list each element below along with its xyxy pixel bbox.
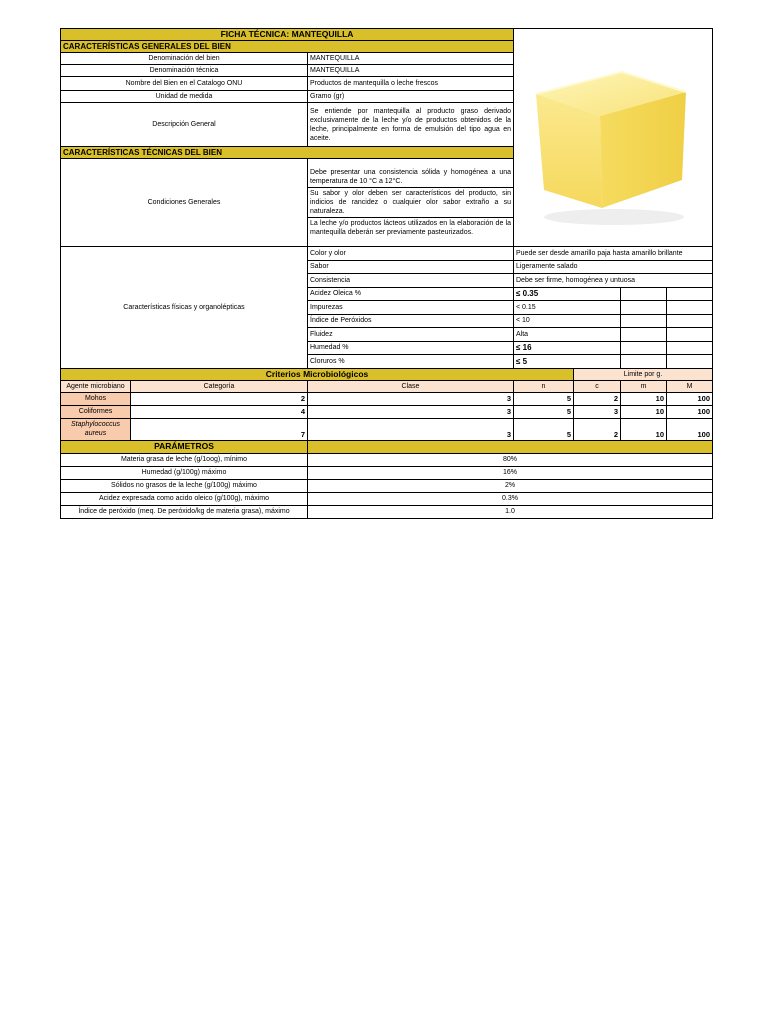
physical-property-value: ≤ 5 bbox=[514, 355, 621, 369]
physical-property-name: Color y olor bbox=[308, 247, 514, 261]
conditions-text bbox=[308, 159, 514, 247]
physical-property-value: < 10 bbox=[514, 314, 621, 328]
general-value-denominacion: MANTEQUILLA bbox=[308, 53, 514, 65]
physical-property-value: Alta bbox=[514, 328, 621, 342]
physical-property-value: Debe ser firme, homogénea y untuosa bbox=[514, 274, 713, 288]
empty-cell bbox=[667, 287, 713, 301]
physical-property-value: ≤ 16 bbox=[514, 341, 621, 355]
param-row bbox=[61, 479, 713, 492]
micro-agent-staphylococcus: Staphylococcus aureus bbox=[61, 418, 131, 440]
condition-paragraph: Debe presentar una consistencia sólida y homogénea a una temperatura de 10 °C a 12°C. bbox=[308, 167, 513, 188]
micro-header-n: n bbox=[514, 380, 574, 392]
physical-property-name: Consistencia bbox=[308, 274, 514, 288]
physical-table bbox=[60, 246, 713, 369]
micro-title: Criterios Microbiológicos bbox=[61, 368, 574, 380]
micro-cell: 2 bbox=[131, 392, 308, 405]
micro-cell: 100 bbox=[667, 405, 713, 418]
general-label-onu: Nombre del Bien en el Catalogo ONU bbox=[61, 77, 308, 91]
general-label-tecnica: Denominación técnica bbox=[61, 65, 308, 77]
sheet-title: FICHA TÉCNICA: MANTEQUILLA bbox=[61, 29, 514, 41]
micro-header-clase: Clase bbox=[308, 380, 514, 392]
technical-sheet bbox=[60, 28, 712, 519]
param-name: Acidez expresada como acido oleico (g/100g), máximo bbox=[61, 492, 308, 505]
micro-cell: 100 bbox=[667, 418, 713, 440]
param-value: 1.0 bbox=[308, 505, 713, 518]
param-name: Sólidos no grasos de la leche (g/100g) máximo bbox=[61, 479, 308, 492]
micro-header-agent: Agente microbiano bbox=[61, 380, 131, 392]
micro-cell: 5 bbox=[514, 418, 574, 440]
param-row bbox=[61, 453, 713, 466]
physical-property-value: Puede ser desde amarillo paja hasta amarillo brillante bbox=[514, 247, 713, 261]
general-value-onu: Productos de mantequilla o leche frescos bbox=[308, 77, 514, 91]
param-name: Humedad (g/100g) máximo bbox=[61, 466, 308, 479]
physical-property-name: Fluidez bbox=[308, 328, 514, 342]
physical-property-value: < 0.15 bbox=[514, 301, 621, 315]
section-general-header: CARACTERÍSTICAS GENERALES DEL BIEN bbox=[61, 41, 514, 53]
empty-cell bbox=[621, 301, 667, 315]
butter-block-image bbox=[514, 32, 710, 244]
micro-cell: 2 bbox=[574, 418, 621, 440]
physical-property-name: Humedad % bbox=[308, 341, 514, 355]
empty-cell bbox=[621, 314, 667, 328]
micro-table bbox=[60, 368, 713, 441]
micro-cell: 3 bbox=[308, 418, 514, 440]
param-row bbox=[61, 466, 713, 479]
params-title: PARÁMETROS bbox=[61, 440, 308, 453]
micro-agent-mohos: Mohos bbox=[61, 392, 131, 405]
general-value-tecnica: MANTEQUILLA bbox=[308, 65, 514, 77]
param-value: 80% bbox=[308, 453, 713, 466]
micro-agent-coliformes: Coliformes bbox=[61, 405, 131, 418]
empty-cell bbox=[667, 341, 713, 355]
micro-cell: 10 bbox=[621, 392, 667, 405]
micro-cell: 5 bbox=[514, 392, 574, 405]
general-label-descripcion: Descripción General bbox=[61, 103, 308, 147]
empty-cell bbox=[621, 328, 667, 342]
empty-cell bbox=[621, 341, 667, 355]
empty-cell bbox=[621, 287, 667, 301]
empty-cell bbox=[667, 355, 713, 369]
micro-cell: 100 bbox=[667, 392, 713, 405]
general-value-unidad: Gramo (gr) bbox=[308, 91, 514, 103]
micro-limit-label: Limite por g. bbox=[574, 368, 713, 380]
empty-cell bbox=[621, 355, 667, 369]
param-name: Índice de peróxido (meq. De peróxido/kg de materia grasa), máximo bbox=[61, 505, 308, 518]
param-row bbox=[61, 492, 713, 505]
physical-row bbox=[61, 247, 713, 261]
micro-header-categoria: Categoría bbox=[131, 380, 308, 392]
micro-cell: 3 bbox=[308, 405, 514, 418]
empty-cell bbox=[667, 301, 713, 315]
micro-cell: 2 bbox=[574, 392, 621, 405]
general-value-descripcion: Se entiende por mantequilla al producto graso derivado exclusivamente de la leche y/o de productos obtenidos de la leche, principalmente en forma de emulsión del tipo agua en aceite. bbox=[308, 103, 514, 147]
physical-property-value: Ligeramente salado bbox=[514, 260, 713, 274]
physical-label: Características físicas y organolépticas bbox=[61, 247, 308, 369]
params-table bbox=[60, 440, 713, 519]
physical-property-name: Acidez Oleica % bbox=[308, 287, 514, 301]
micro-cell: 5 bbox=[514, 405, 574, 418]
params-title-filler bbox=[308, 440, 713, 453]
param-value: 0.3% bbox=[308, 492, 713, 505]
physical-property-value: ≤ 0.35 bbox=[514, 287, 621, 301]
physical-property-name: Cloruros % bbox=[308, 355, 514, 369]
micro-header-m: m bbox=[621, 380, 667, 392]
micro-header-c: c bbox=[574, 380, 621, 392]
micro-header-M: M bbox=[667, 380, 713, 392]
param-name: Materia grasa de leche (g/1oog), mínimo bbox=[61, 453, 308, 466]
empty-cell bbox=[667, 328, 713, 342]
sheet-table bbox=[60, 28, 713, 247]
param-row bbox=[61, 505, 713, 518]
param-value: 2% bbox=[308, 479, 713, 492]
micro-cell: 10 bbox=[621, 418, 667, 440]
micro-cell: 3 bbox=[308, 392, 514, 405]
physical-property-name: Índice de Peróxidos bbox=[308, 314, 514, 328]
micro-cell: 4 bbox=[131, 405, 308, 418]
general-label-denominacion: Denominación del bien bbox=[61, 53, 308, 65]
param-value: 16% bbox=[308, 466, 713, 479]
empty-cell bbox=[667, 314, 713, 328]
condition-paragraph: Su sabor y olor deben ser característicos del producto, sin indicios de rancidez o cualquier olor sabor extraño a su naturaleza. bbox=[308, 188, 513, 218]
micro-cell: 3 bbox=[574, 405, 621, 418]
conditions-label: Condiciones Generales bbox=[61, 159, 308, 247]
general-label-unidad: Unidad de medida bbox=[61, 91, 308, 103]
physical-property-name: Sabor bbox=[308, 260, 514, 274]
micro-cell: 10 bbox=[621, 405, 667, 418]
section-technical-header: CARACTERÍSTICAS TÉCNICAS DEL BIEN bbox=[61, 147, 514, 159]
condition-paragraph: La leche y/o productos lácteos utilizados en la elaboración de la mantequilla deberán ser previamente pasteurizados. bbox=[310, 220, 512, 236]
micro-cell: 7 bbox=[131, 418, 308, 440]
physical-property-name: Impurezas bbox=[308, 301, 514, 315]
product-image-cell bbox=[514, 29, 713, 247]
